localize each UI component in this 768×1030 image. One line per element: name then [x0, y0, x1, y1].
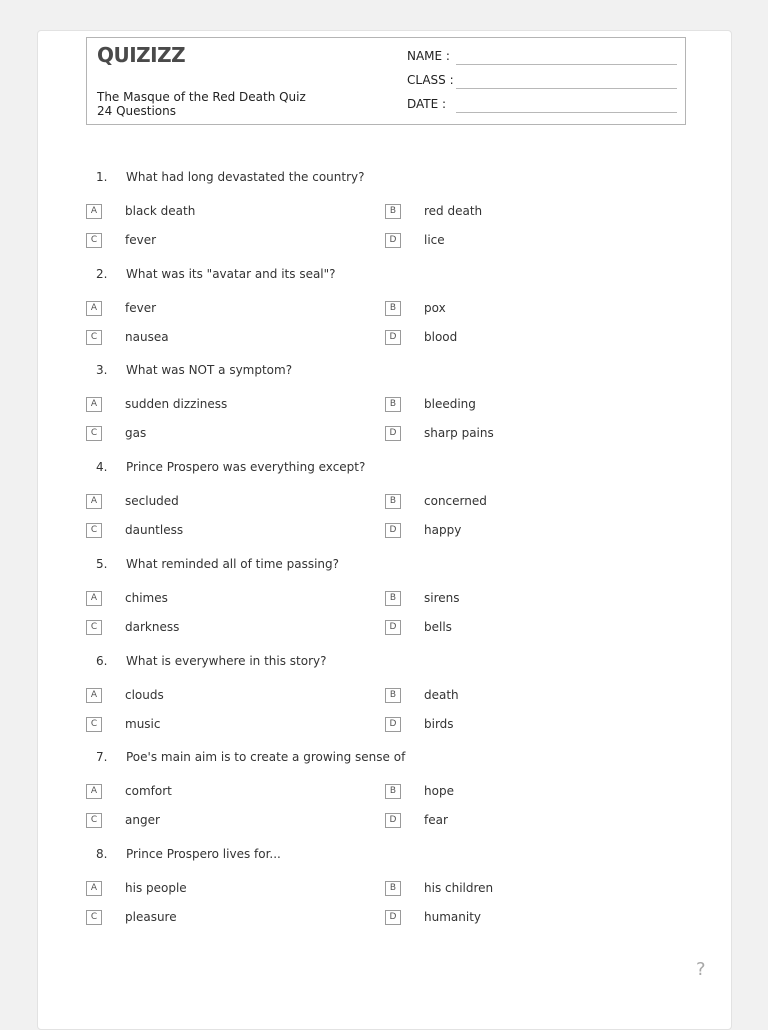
option-text: pleasure: [125, 910, 177, 924]
option-text: concerned: [424, 494, 487, 508]
option-text: black death: [125, 204, 196, 218]
option-text: gas: [125, 426, 147, 440]
question-2: [38, 267, 733, 287]
option-letter-box[interactable]: D: [385, 330, 401, 345]
option-letter-box[interactable]: A: [86, 301, 102, 316]
option-text: bleeding: [424, 397, 476, 411]
option-text: humanity: [424, 910, 481, 924]
option-letter-box[interactable]: D: [385, 523, 401, 538]
option-letter-box[interactable]: A: [86, 397, 102, 412]
option-letter-box[interactable]: B: [385, 784, 401, 799]
option-text: hope: [424, 784, 454, 798]
question-text: What reminded all of time passing?: [126, 557, 339, 571]
option-letter-box[interactable]: C: [86, 330, 102, 345]
question-number: 1.: [96, 170, 108, 184]
option-letter-box[interactable]: C: [86, 910, 102, 925]
option-letter-box[interactable]: D: [385, 813, 401, 828]
option-text: his children: [424, 881, 494, 895]
option-text: nausea: [125, 330, 169, 344]
option-text: fever: [125, 301, 157, 315]
quizizz-logo: QUIZIZZ: [97, 43, 186, 67]
question-text: What is everywhere in this story?: [126, 654, 327, 668]
option-letter-box[interactable]: B: [385, 494, 401, 509]
question-text: Prince Prospero was everything except?: [126, 460, 366, 474]
worksheet-header: [86, 37, 686, 125]
name-label: NAME :: [407, 49, 450, 63]
option-text: sirens: [424, 591, 460, 605]
option-text: his people: [125, 881, 187, 895]
option-letter-box[interactable]: D: [385, 233, 401, 248]
option-letter-box[interactable]: D: [385, 717, 401, 732]
option-text: bells: [424, 620, 452, 634]
option-text: blood: [424, 330, 458, 344]
option-letter-box[interactable]: B: [385, 881, 401, 896]
question-count: 24 Questions: [97, 104, 177, 118]
help-icon[interactable]: ?: [696, 959, 706, 980]
class-line: [456, 88, 677, 89]
question-text: What had long devastated the country?: [126, 170, 365, 184]
question-8: [38, 847, 733, 867]
class-field[interactable]: [407, 73, 677, 89]
question-number: 4.: [96, 460, 108, 474]
option-letter-box[interactable]: A: [86, 784, 102, 799]
option-letter-box[interactable]: C: [86, 523, 102, 538]
question-text: What was NOT a symptom?: [126, 363, 293, 377]
option-text: dauntless: [125, 523, 184, 537]
question-4: [38, 460, 733, 480]
class-label: CLASS :: [407, 73, 454, 87]
question-number: 5.: [96, 557, 108, 571]
question-number: 7.: [96, 750, 108, 764]
question-number: 2.: [96, 267, 108, 281]
option-text: anger: [125, 813, 160, 827]
name-field[interactable]: [407, 49, 677, 65]
question-3: [38, 363, 733, 383]
option-text: sharp pains: [424, 426, 494, 440]
question-number: 3.: [96, 363, 108, 377]
option-text: music: [125, 717, 161, 731]
worksheet-page: [37, 30, 732, 1030]
option-text: death: [424, 688, 459, 702]
option-letter-box[interactable]: D: [385, 620, 401, 635]
option-text: darkness: [125, 620, 180, 634]
option-letter-box[interactable]: B: [385, 301, 401, 316]
option-letter-box[interactable]: A: [86, 204, 102, 219]
option-letter-box[interactable]: C: [86, 233, 102, 248]
option-letter-box[interactable]: B: [385, 591, 401, 606]
option-letter-box[interactable]: A: [86, 688, 102, 703]
question-6: [38, 654, 733, 674]
option-letter-box[interactable]: D: [385, 426, 401, 441]
option-text: secluded: [125, 494, 179, 508]
question-number: 8.: [96, 847, 108, 861]
date-field[interactable]: [407, 97, 677, 113]
option-text: fever: [125, 233, 157, 247]
option-text: clouds: [125, 688, 164, 702]
option-text: lice: [424, 233, 445, 247]
option-letter-box[interactable]: B: [385, 397, 401, 412]
name-line: [456, 64, 677, 65]
option-letter-box[interactable]: C: [86, 717, 102, 732]
option-text: birds: [424, 717, 454, 731]
question-number: 6.: [96, 654, 108, 668]
option-text: red death: [424, 204, 483, 218]
option-letter-box[interactable]: B: [385, 688, 401, 703]
option-text: happy: [424, 523, 462, 537]
option-letter-box[interactable]: B: [385, 204, 401, 219]
question-text: Prince Prospero lives for...: [126, 847, 281, 861]
option-letter-box[interactable]: C: [86, 620, 102, 635]
date-label: DATE :: [407, 97, 447, 111]
option-text: chimes: [125, 591, 168, 605]
option-text: pox: [424, 301, 446, 315]
option-letter-box[interactable]: A: [86, 881, 102, 896]
option-letter-box[interactable]: C: [86, 813, 102, 828]
option-letter-box[interactable]: A: [86, 591, 102, 606]
question-7: [38, 750, 733, 770]
quiz-title: The Masque of the Red Death Quiz: [97, 90, 306, 104]
question-text: What was its "avatar and its seal"?: [126, 267, 336, 281]
option-letter-box[interactable]: A: [86, 494, 102, 509]
option-text: fear: [424, 813, 448, 827]
option-text: comfort: [125, 784, 172, 798]
question-text: Poe's main aim is to create a growing sense of: [126, 750, 406, 764]
question-1: [38, 170, 733, 190]
option-letter-box[interactable]: C: [86, 426, 102, 441]
question-5: [38, 557, 733, 577]
option-letter-box[interactable]: D: [385, 910, 401, 925]
option-text: sudden dizziness: [125, 397, 228, 411]
date-line: [456, 112, 677, 113]
